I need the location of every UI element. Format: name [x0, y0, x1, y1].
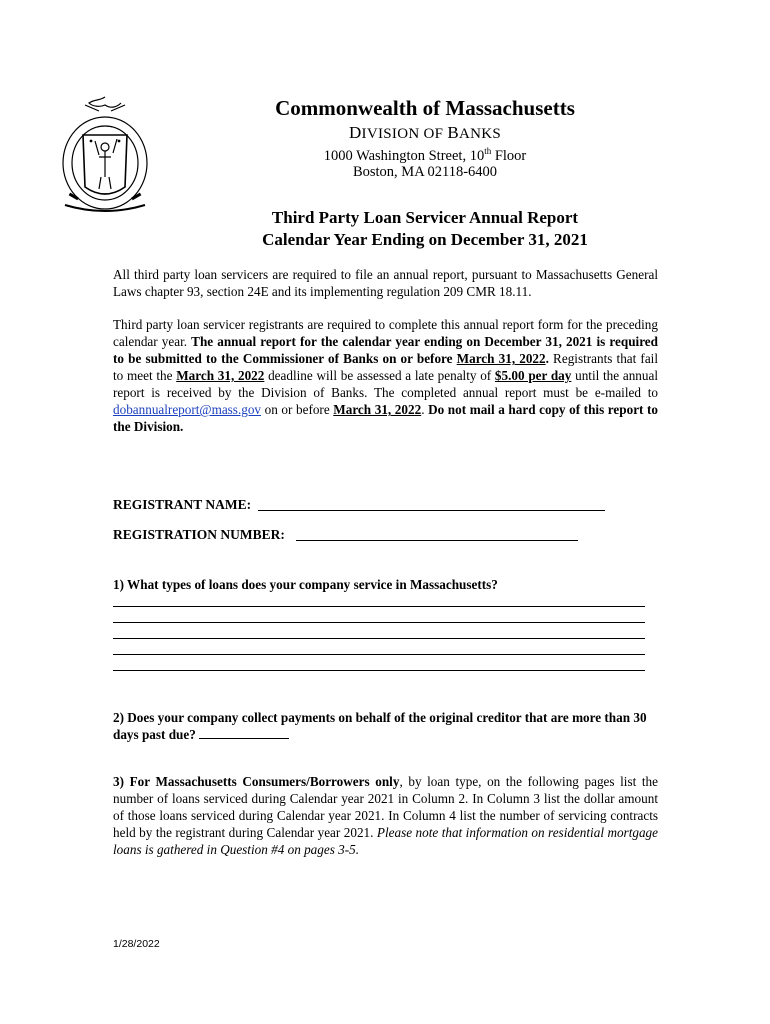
registration-number-label: REGISTRATION NUMBER: — [113, 527, 285, 542]
org-name: Commonwealth of Massachusetts — [275, 96, 575, 120]
answer-line-2[interactable] — [113, 622, 645, 623]
report-title: Third Party Loan Servicer Annual Report — [271, 208, 579, 227]
registration-number-field[interactable] — [296, 540, 578, 541]
question-2-answer-field[interactable] — [199, 726, 289, 739]
intro-paragraph: All third party loan servicers are required to file an annual report, pursuant to Massachusetts General Laws chapter 93, section 24E and its implementing regulation 209 CMR 18.11. — [113, 267, 658, 299]
address-line-2: Boston, MA 02118-6400 — [352, 164, 498, 180]
division-name: DIVISION OF BANKS — [348, 123, 502, 142]
massachusetts-seal-icon — [55, 95, 155, 213]
registrant-name-field[interactable] — [258, 510, 605, 511]
report-subtitle: Calendar Year Ending on December 31, 2021 — [262, 230, 588, 249]
address-line-1: 1000 Washington Street, 10th Floor — [323, 146, 527, 164]
question-2: 2) Does your company collect payments on behalf of the original creditor that are more than 30 days past due? — [113, 710, 647, 742]
email-link[interactable]: dobannualreport@mass.gov — [113, 402, 262, 417]
answer-line-4[interactable] — [113, 654, 645, 655]
answer-line-1[interactable] — [113, 606, 645, 607]
footer-date: 1/28/2022 — [113, 938, 160, 950]
requirements-paragraph: Third party loan servicer registrants are required to complete this annual report form for the preceding calendar year. The annual report for the calendar year ending on December 31, 2021 is required to be submitted to the Commissioner of Banks on or before March 31, 2022. Registrants that fail to meet the March 31, 2022 deadline will be assessed a late penalty of $5.00 per day until the annual report is received by the Division of Banks. The completed annual report must be e-mailed to dobannualreport@mass.gov on or before March 31, 2022. Do not mail a hard copy of this report to the Division. — [113, 317, 659, 434]
registrant-name-label: REGISTRANT NAME: — [113, 497, 252, 512]
question-1: 1) What types of loans does your company service in Massachusetts? — [113, 577, 498, 592]
question-3: 3) For Massachusetts Consumers/Borrowers only, by loan type, on the following pages list the number of loans serviced during Calendar year 2021 in Column 2. In Column 3 list the dollar amount of those loans serviced during Calendar year 2021. In Column 4 list the number of servicing contracts held by the registrant during Calendar year 2021. Please note that information on residential mortgage loans is gathered in Question #4 on pages 3-5. — [113, 774, 658, 857]
answer-line-5[interactable] — [113, 670, 645, 671]
answer-line-3[interactable] — [113, 638, 645, 639]
